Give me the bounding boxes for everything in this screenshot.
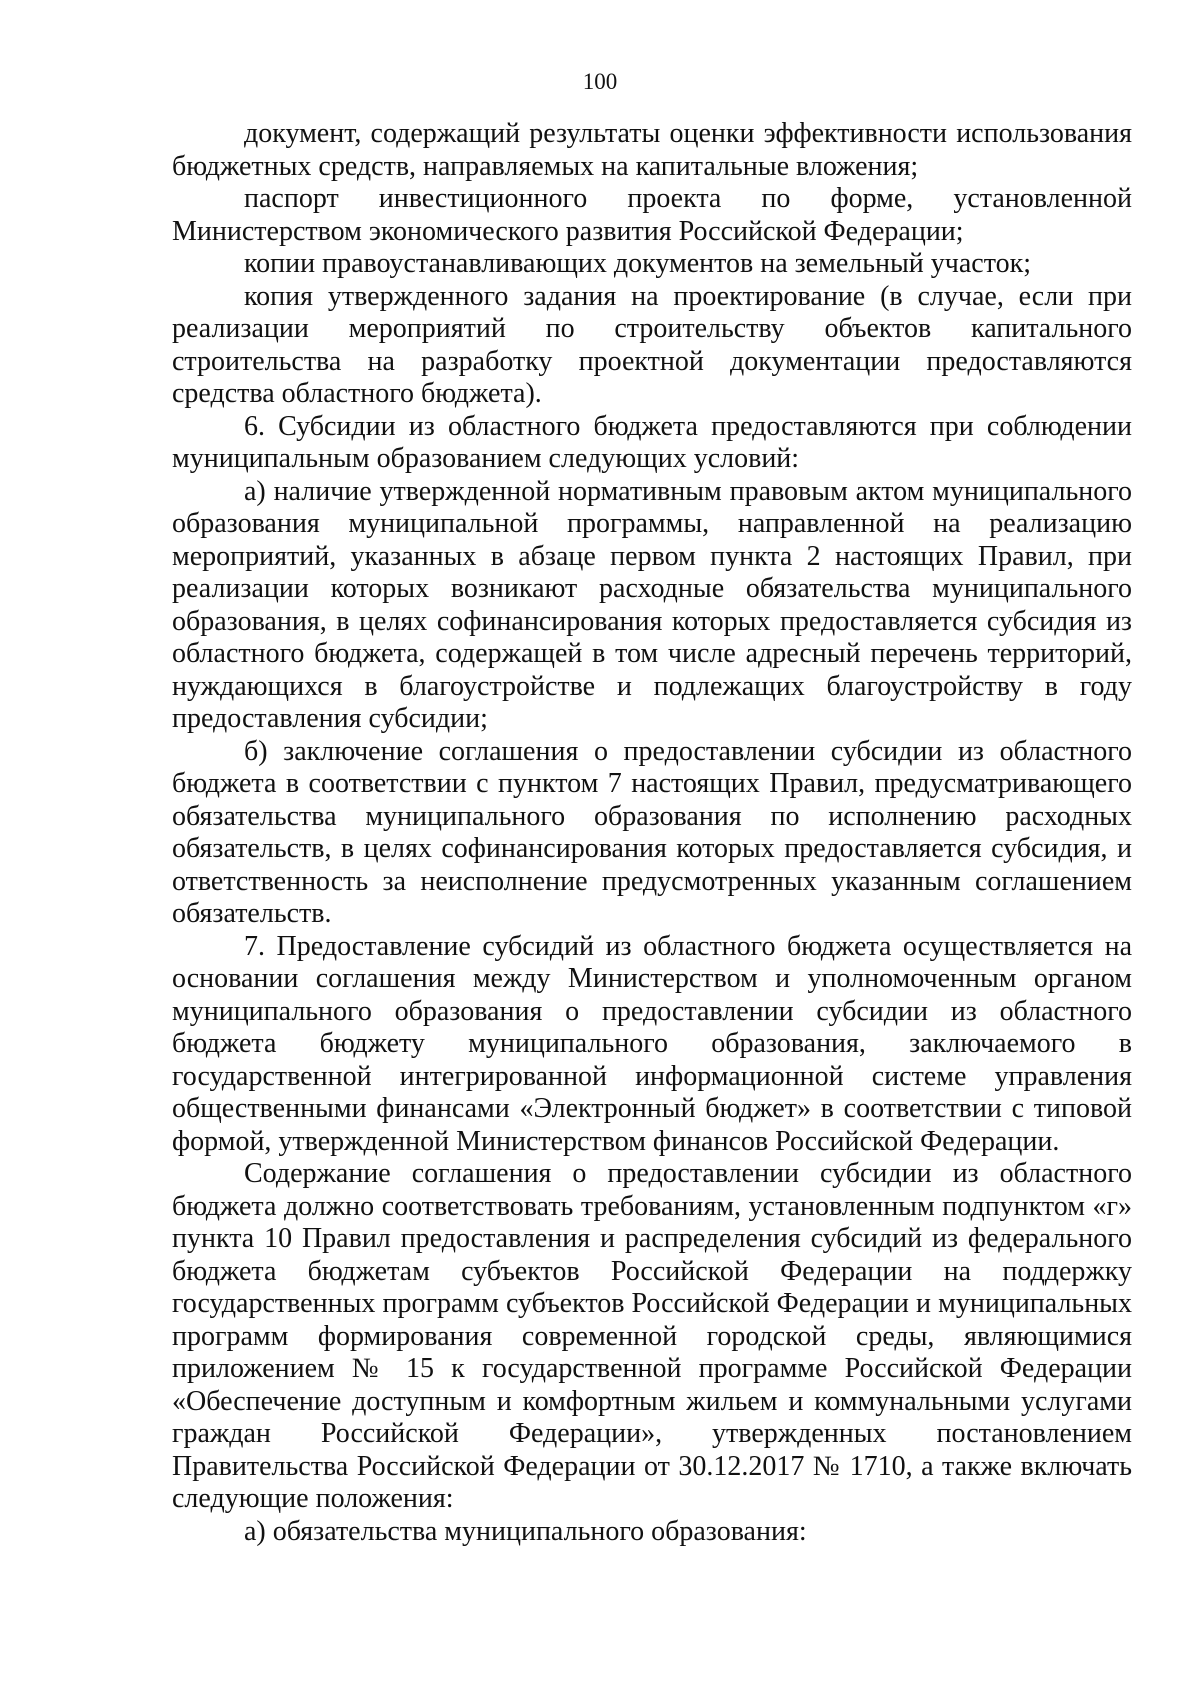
paragraph-land-documents: копии правоустанавливающих документов на земельный участок;: [244, 248, 1031, 279]
paragraph-agreement-content: Содержание соглашения о предоставлении субсидии из областного бюджета должно соответствовать требованиям, установленным подпунктом «г» пункта 10 Правил предоставления и распределения субсидий из федерального бюджета бюджетам субъектов Российской Федерации на поддержку государственных программ субъектов Российской Федерации и муниципальных программ формирования современной городской среды, являющимися приложением № 15 к государственной программе Российской Федерации «Обеспечение доступным и комфортным жильем и коммунальными услугами граждан Российской Федерации», утвержденных постановлением Правительства Российской Федерации от 30.12.2017 № 1710, а также включать следующие положения:: [172, 1158, 1132, 1514]
page-number: 100: [582, 69, 618, 94]
paragraph-section-7: 7. Предоставление субсидий из областного бюджета осуществляется на основании соглашения между Министерством и уполномоченным органом муниципального образования о предоставлении субсидии из областного бюджета бюджету муниципального образования, заключаемого в государственной интегрированной информационной системе управления общественными финансами «Электронный бюджет» в соответствии с типовой формой, утвержденной Министерством финансов Российской Федерации.: [172, 930, 1132, 1157]
paragraph-design-assignment: копия утвержденного задания на проектирование (в случае, если при реализации мероприятий по строительству объектов капитального строительства на разработку проектной документации предоставляются средства областного бюджета).: [172, 280, 1132, 409]
paragraph-condition-b: б) заключение соглашения о предоставлении субсидии из областного бюджета в соответствии с пунктом 7 настоящих Правил, предусматривающего обязательства муниципального образования по исполнению расходных обязательств, в целях софинансирования которых предоставляется субсидия, и ответственность за неисполнение предусмотренных указанным соглашением обязательств.: [172, 735, 1132, 929]
paragraph-obligations-a: а) обязательства муниципального образования:: [244, 1515, 807, 1547]
document-body: [172, 118, 1132, 1548]
paragraph-section-6: 6. Субсидии из областного бюджета предоставляются при соблюдении муниципальным образованием следующих условий:: [172, 410, 1132, 474]
paragraph-investment-project-passport: паспорт инвестиционного проекта по форме, установленной Министерством экономического развития Российской Федерации;: [172, 183, 1132, 247]
paragraph-budget-efficiency-document: документ, содержащий результаты оценки эффективности использования бюджетных средств, направляемых на капитальные вложения;: [172, 118, 1132, 182]
paragraph-condition-a: а) наличие утвержденной нормативным правовым актом муниципального образования муниципальной программы, направленной на реализацию мероприятий, указанных в абзаце первом пункта 2 настоящих Правил, при реализации которых возникают расходные обязательства муниципального образования, в целях софинансирования которых предоставляется субсидия из областного бюджета, содержащей в том числе адресный перечень территорий, нуждающихся в благоустройстве и подлежащих благоустройству в году предоставления субсидии;: [172, 475, 1132, 734]
